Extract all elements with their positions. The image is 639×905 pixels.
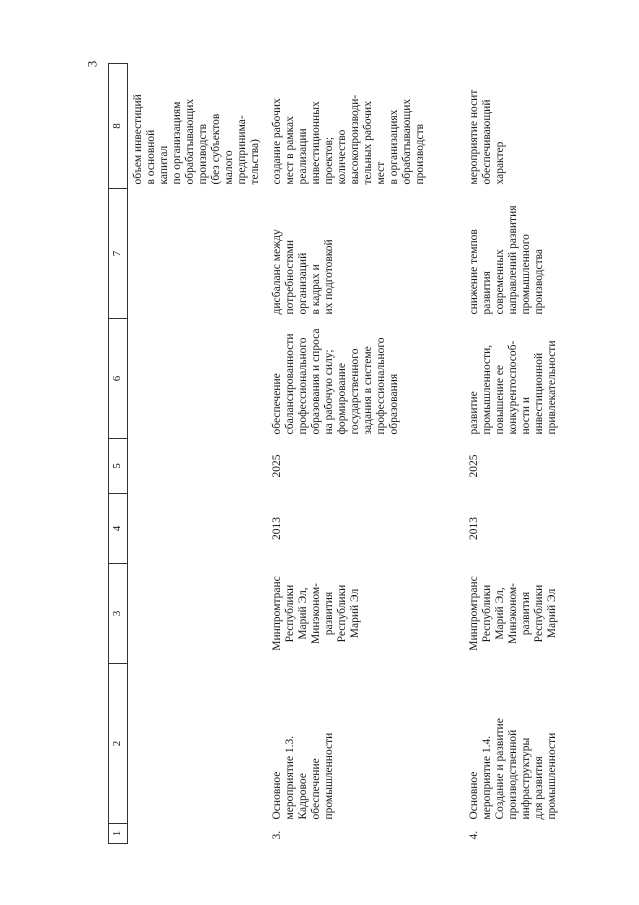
row-number: 3.	[271, 830, 283, 840]
end-year: 2025	[271, 454, 283, 478]
problems: дисбаланс между потребностями организаций в кадрах и их подготовкой	[271, 229, 335, 315]
column-header: 6	[109, 319, 128, 439]
description	[128, 319, 266, 439]
table-row	[265, 64, 462, 844]
table-row	[462, 64, 581, 844]
column-number-header	[109, 64, 128, 844]
start-year: 2013	[271, 517, 283, 540]
executors	[128, 564, 266, 664]
column-header: 3	[109, 564, 128, 664]
problems	[128, 189, 266, 319]
indicators: создание рабочих мест в рамках реализации инвестиционных проектов; количество высокопроизводи- тельных рабочих мест в организациях обрабатывающих производств	[271, 94, 426, 185]
description: обеспечение сбалансированности профессионального образования и спроса на рабочую силу; формирование государственного задания в системе профессионального образования	[271, 328, 400, 435]
rotated-table-sheet	[108, 64, 558, 844]
description: развитие промышленности, повышение ее конкурентоспособ- ности и инвестиционной привлекательности	[468, 340, 558, 435]
measure-name	[128, 664, 266, 824]
indicators: мероприятие носит обеспечивающий характер	[468, 89, 506, 185]
measure-name: Основное мероприятие 1.4. Создание и развитие производственной инфраструктуры для развития промышленности	[468, 718, 558, 820]
row-number	[128, 824, 266, 844]
executors: Минпромтранс Республики Марий Эл, Минэконом- развития Республики Марий Эл	[271, 576, 361, 651]
start-year	[128, 494, 266, 564]
column-header: 4	[109, 494, 128, 564]
measures-table	[108, 63, 581, 844]
column-header: 1	[109, 824, 128, 844]
end-year	[128, 439, 266, 494]
row-number: 4.	[468, 830, 480, 840]
problems: снижение темпов развития современных направлений развития промышленного производства	[468, 205, 545, 315]
column-header: 7	[109, 189, 128, 319]
measure-name: Основное мероприятие 1.3. Кадровое обеспечение промышленности	[271, 732, 335, 820]
executors: Минпромтранс Республики Марий Эл, Минэконом- развития Республики Марий Эл	[468, 576, 558, 651]
column-header: 5	[109, 439, 128, 494]
table-row	[128, 64, 266, 844]
indicators: объем инвестиций в основной капитал по организациям обрабатывающих производств (без субъектов малого предпринима- тельства)	[132, 94, 261, 185]
page-number: 3	[84, 60, 100, 68]
end-year: 2025	[468, 454, 480, 478]
start-year: 2013	[468, 517, 480, 540]
column-header: 2	[109, 664, 128, 824]
column-header: 8	[109, 64, 128, 189]
